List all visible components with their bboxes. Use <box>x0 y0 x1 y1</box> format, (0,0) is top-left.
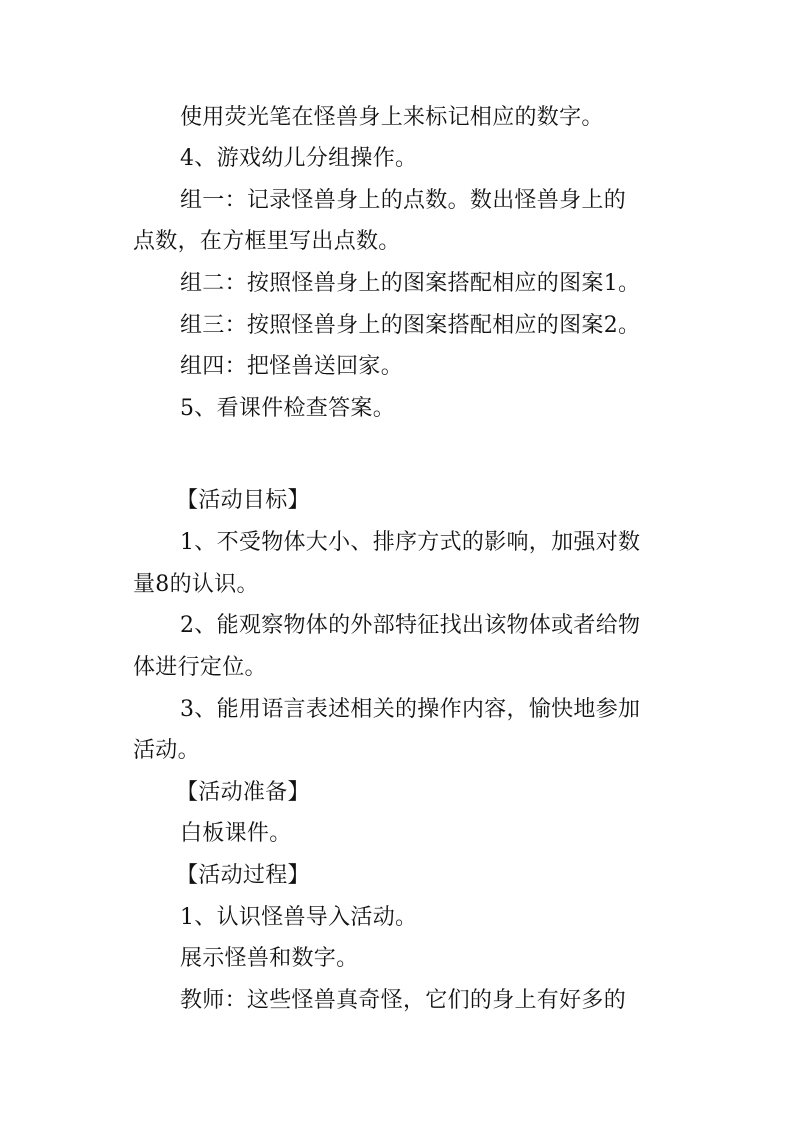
text-line-3: 组一：记录怪兽身上的点数。数出怪兽身上的 <box>180 188 627 213</box>
text-line-7: 组四：把怪兽送回家。 <box>180 354 404 379</box>
text-line-5: 组二：按照怪兽身上的图案搭配相应的图案1。 <box>180 271 641 296</box>
text-line-13: 体进行定位。 <box>133 655 267 680</box>
text-line-1: 使用荧光笔在怪兽身上来标记相应的数字。 <box>180 105 604 130</box>
text-line-20: 展示怪兽和数字。 <box>180 946 359 971</box>
text-line-12: 2、能观察物体的外部特征找出该物体或者给物 <box>180 613 641 638</box>
text-line-11: 量8的认识。 <box>133 572 259 597</box>
section-heading-objectives: 【活动目标】 <box>176 488 310 513</box>
text-line-4: 点数，在方框里写出点数。 <box>133 229 401 254</box>
text-line-8: 5、看课件检查答案。 <box>180 396 395 421</box>
text-line-2: 4、游戏幼儿分组操作。 <box>180 146 418 171</box>
text-line-14: 3、能用语言表述相关的操作内容，愉快地参加 <box>180 697 641 722</box>
text-line-19: 1、认识怪兽导入活动。 <box>180 905 418 930</box>
section-heading-process: 【活动过程】 <box>176 863 310 888</box>
text-line-17: 白板课件。 <box>180 821 292 846</box>
text-line-6: 组三：按照怪兽身上的图案搭配相应的图案2。 <box>180 313 641 338</box>
text-line-21: 教师：这些怪兽真奇怪，它们的身上有好多的 <box>180 988 627 1013</box>
section-heading-preparation: 【活动准备】 <box>176 780 310 805</box>
text-line-15: 活动。 <box>133 738 200 763</box>
text-line-10: 1、不受物体大小、排序方式的影响，加强对数 <box>180 530 641 555</box>
